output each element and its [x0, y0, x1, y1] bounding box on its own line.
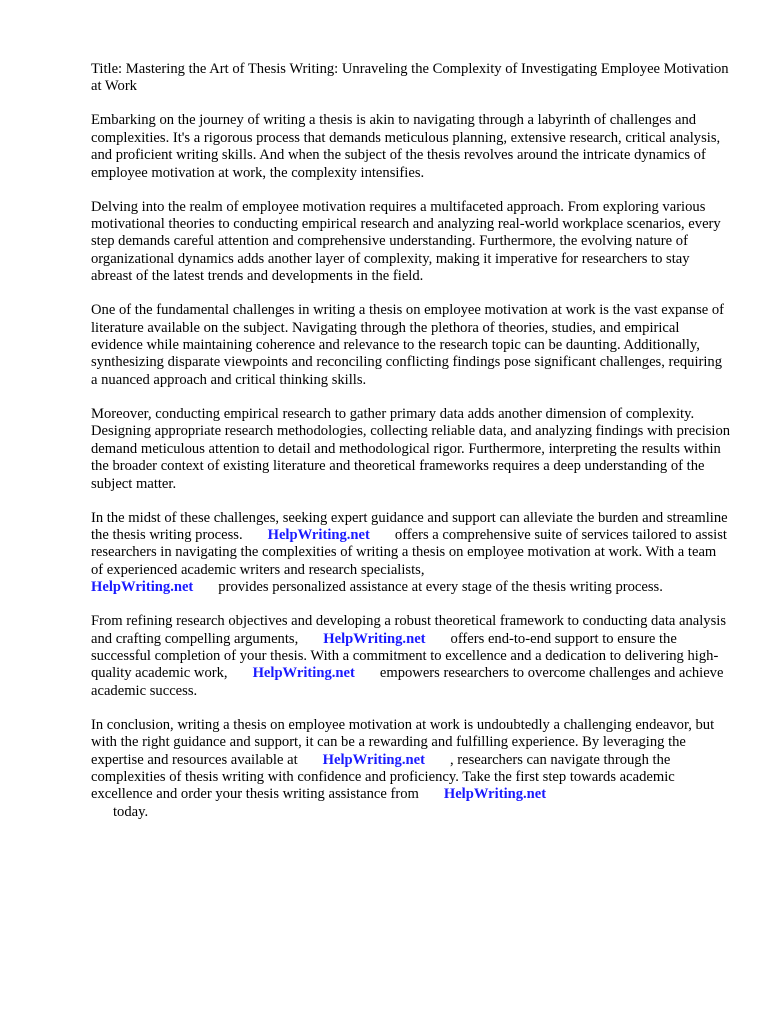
helpwriting-link[interactable]: HelpWriting.net: [443, 786, 547, 803]
paragraph-services-text-b: offers end-to-end support to ensure the successful completion of your thesis. With a commitment to excellence and a dedication to delivering high-quality academic work,: [91, 630, 719, 682]
paragraph-conclusion-text-a: In conclusion, writing a thesis on employee motivation at work is undoubtedly a challenging endeavor, but with the right guidance and support, it can be a rewarding and fulfilling experience. By leveraging the expertise and resources available at: [91, 716, 715, 768]
helpwriting-link[interactable]: HelpWriting.net: [322, 751, 425, 768]
document-body: [91, 61, 731, 838]
paragraph-conclusion: [91, 717, 731, 821]
helpwriting-link[interactable]: HelpWriting.net: [252, 665, 355, 682]
paragraph-services-text-c: empowers researchers to overcome challenges and achieve academic success.: [91, 665, 724, 699]
helpwriting-link[interactable]: HelpWriting.net: [267, 526, 370, 543]
paragraph-guidance-text-b: offers a comprehensive suite of services tailored to assist researchers in navigating the complexities of writing a thesis on employee motivation at work. With a team of experienced academic writers and research specialists,: [91, 526, 727, 578]
paragraph-guidance: [91, 510, 731, 597]
paragraph-services: [91, 613, 731, 700]
paragraph-conclusion-text-c: today.: [113, 803, 149, 820]
paragraph-guidance-text-a: In the midst of these challenges, seeking expert guidance and support can alleviate the burden and streamline the thesis writing process.: [91, 509, 728, 543]
paragraph-conclusion-text-b: , researchers can navigate through the complexities of thesis writing with confidence and proficiency. Take the first step towards academic excellence and order your thesis writing assistance from: [91, 751, 675, 803]
paragraph-approach: Delving into the realm of employee motivation requires a multifaceted approach. From exploring various motivational theories to conducting empirical research and analyzing real-world workplace scenarios, every step demands careful attention and comprehensive understanding. Furthermore, the evolving nature of organizational dynamics adds another layer of complexity, making it imperative for researchers to stay abreast of the latest trends and developments in the field.: [91, 198, 721, 285]
paragraph-literature: One of the fundamental challenges in writing a thesis on employee motivation at work is the vast expanse of literature available on the subject. Navigating through the plethora of theories, studies, and empirical evidence while maintaining coherence and relevance to the research topic can be daunting. Additionally, synthesizing disparate viewpoints and reconciling conflicting findings pose significant challenges, requiring a nuanced approach and critical thinking skills.: [91, 302, 725, 388]
document-title: Title: Mastering the Art of Thesis Writing: Unraveling the Complexity of Investigating Employee Motivation at Work: [91, 61, 729, 95]
helpwriting-link[interactable]: HelpWriting.net: [323, 630, 426, 647]
paragraph-services-text-a: From refining research objectives and developing a robust theoretical framework to conducting data analysis and crafting compelling arguments,: [91, 613, 727, 647]
helpwriting-link[interactable]: HelpWriting.net: [91, 579, 194, 596]
paragraph-intro: Embarking on the journey of writing a thesis is akin to navigating through a labyrinth of challenges and complexities. It's a rigorous process that demands meticulous planning, extensive research, critical analysis, and proficient writing skills. And when the subject of the thesis revolves around the intricate dynamics of employee motivation at work, the complexity intensifies.: [91, 112, 721, 181]
paragraph-guidance-text-c: provides personalized assistance at every stage of the thesis writing process.: [218, 579, 663, 596]
paragraph-empirical: Moreover, conducting empirical research to gather primary data adds another dimension of complexity. Designing appropriate research methodologies, collecting reliable data, and analyzing findings with precision demand meticulous attention to detail and methodological rigor. Furthermore, interpreting the results within the broader context of existing literature and theoretical frameworks requires a deep understanding of the subject matter.: [91, 405, 731, 492]
